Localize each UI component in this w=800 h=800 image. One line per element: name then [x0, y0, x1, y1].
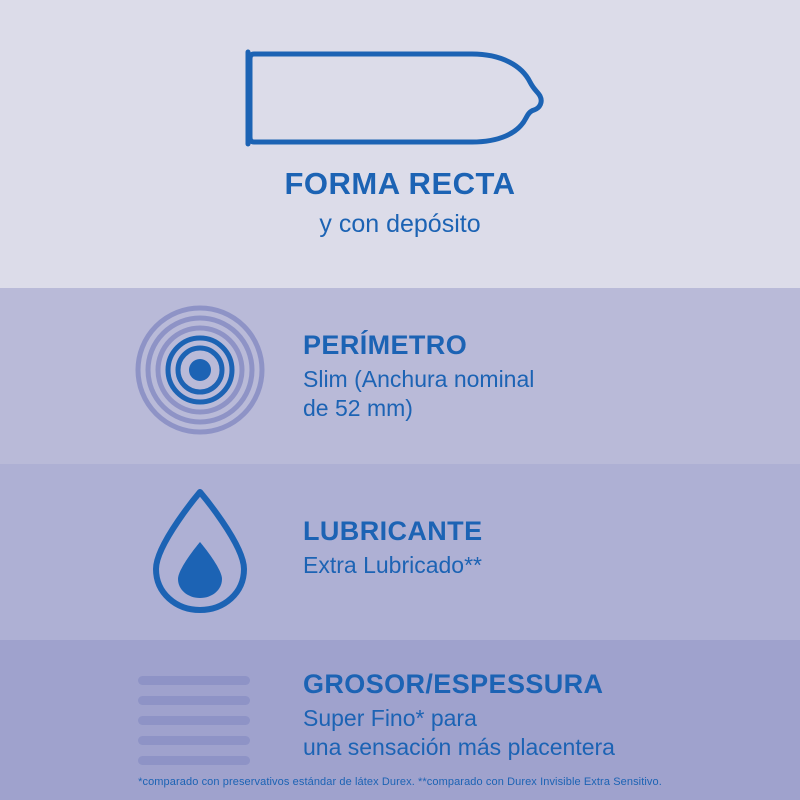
- feature-title: PERÍMETRO: [303, 330, 468, 360]
- stacked-line: [138, 736, 250, 745]
- concentric-circles-icon: [135, 305, 265, 435]
- feature-desc-line2: una sensación más placentera: [303, 734, 615, 761]
- feature-title: GROSOR/ESPESSURA: [303, 669, 604, 699]
- stacked-lines-icon: [135, 655, 265, 785]
- stacked-line: [138, 676, 250, 685]
- stacked-line: [138, 756, 250, 765]
- feature-text-grosor: [303, 669, 615, 763]
- feature-desc-line2: de 52 mm): [303, 395, 413, 422]
- hero-subtitle: y con depósito: [319, 210, 481, 238]
- stacked-line: [138, 716, 250, 725]
- hero-band: [0, 0, 800, 288]
- hero-title: FORMA RECTA: [284, 166, 516, 201]
- feature-text-lubricante: [303, 516, 483, 580]
- feature-text-perimetro: [303, 330, 534, 424]
- feature-title: LUBRICANTE: [303, 516, 483, 546]
- feature-desc-line1: Extra Lubricado**: [303, 552, 482, 579]
- condom-straight-shape-icon: [240, 38, 560, 158]
- feature-desc-line1: Slim (Anchura nominal: [303, 366, 535, 393]
- stacked-line: [138, 696, 250, 705]
- footnote: *comparado con preservativos estándar de látex Durex. **comparado con Durex Invisible Extra Sensitivo.: [138, 776, 662, 788]
- feature-desc-line1: Super Fino* para: [303, 705, 477, 732]
- water-drop-icon: [135, 486, 265, 616]
